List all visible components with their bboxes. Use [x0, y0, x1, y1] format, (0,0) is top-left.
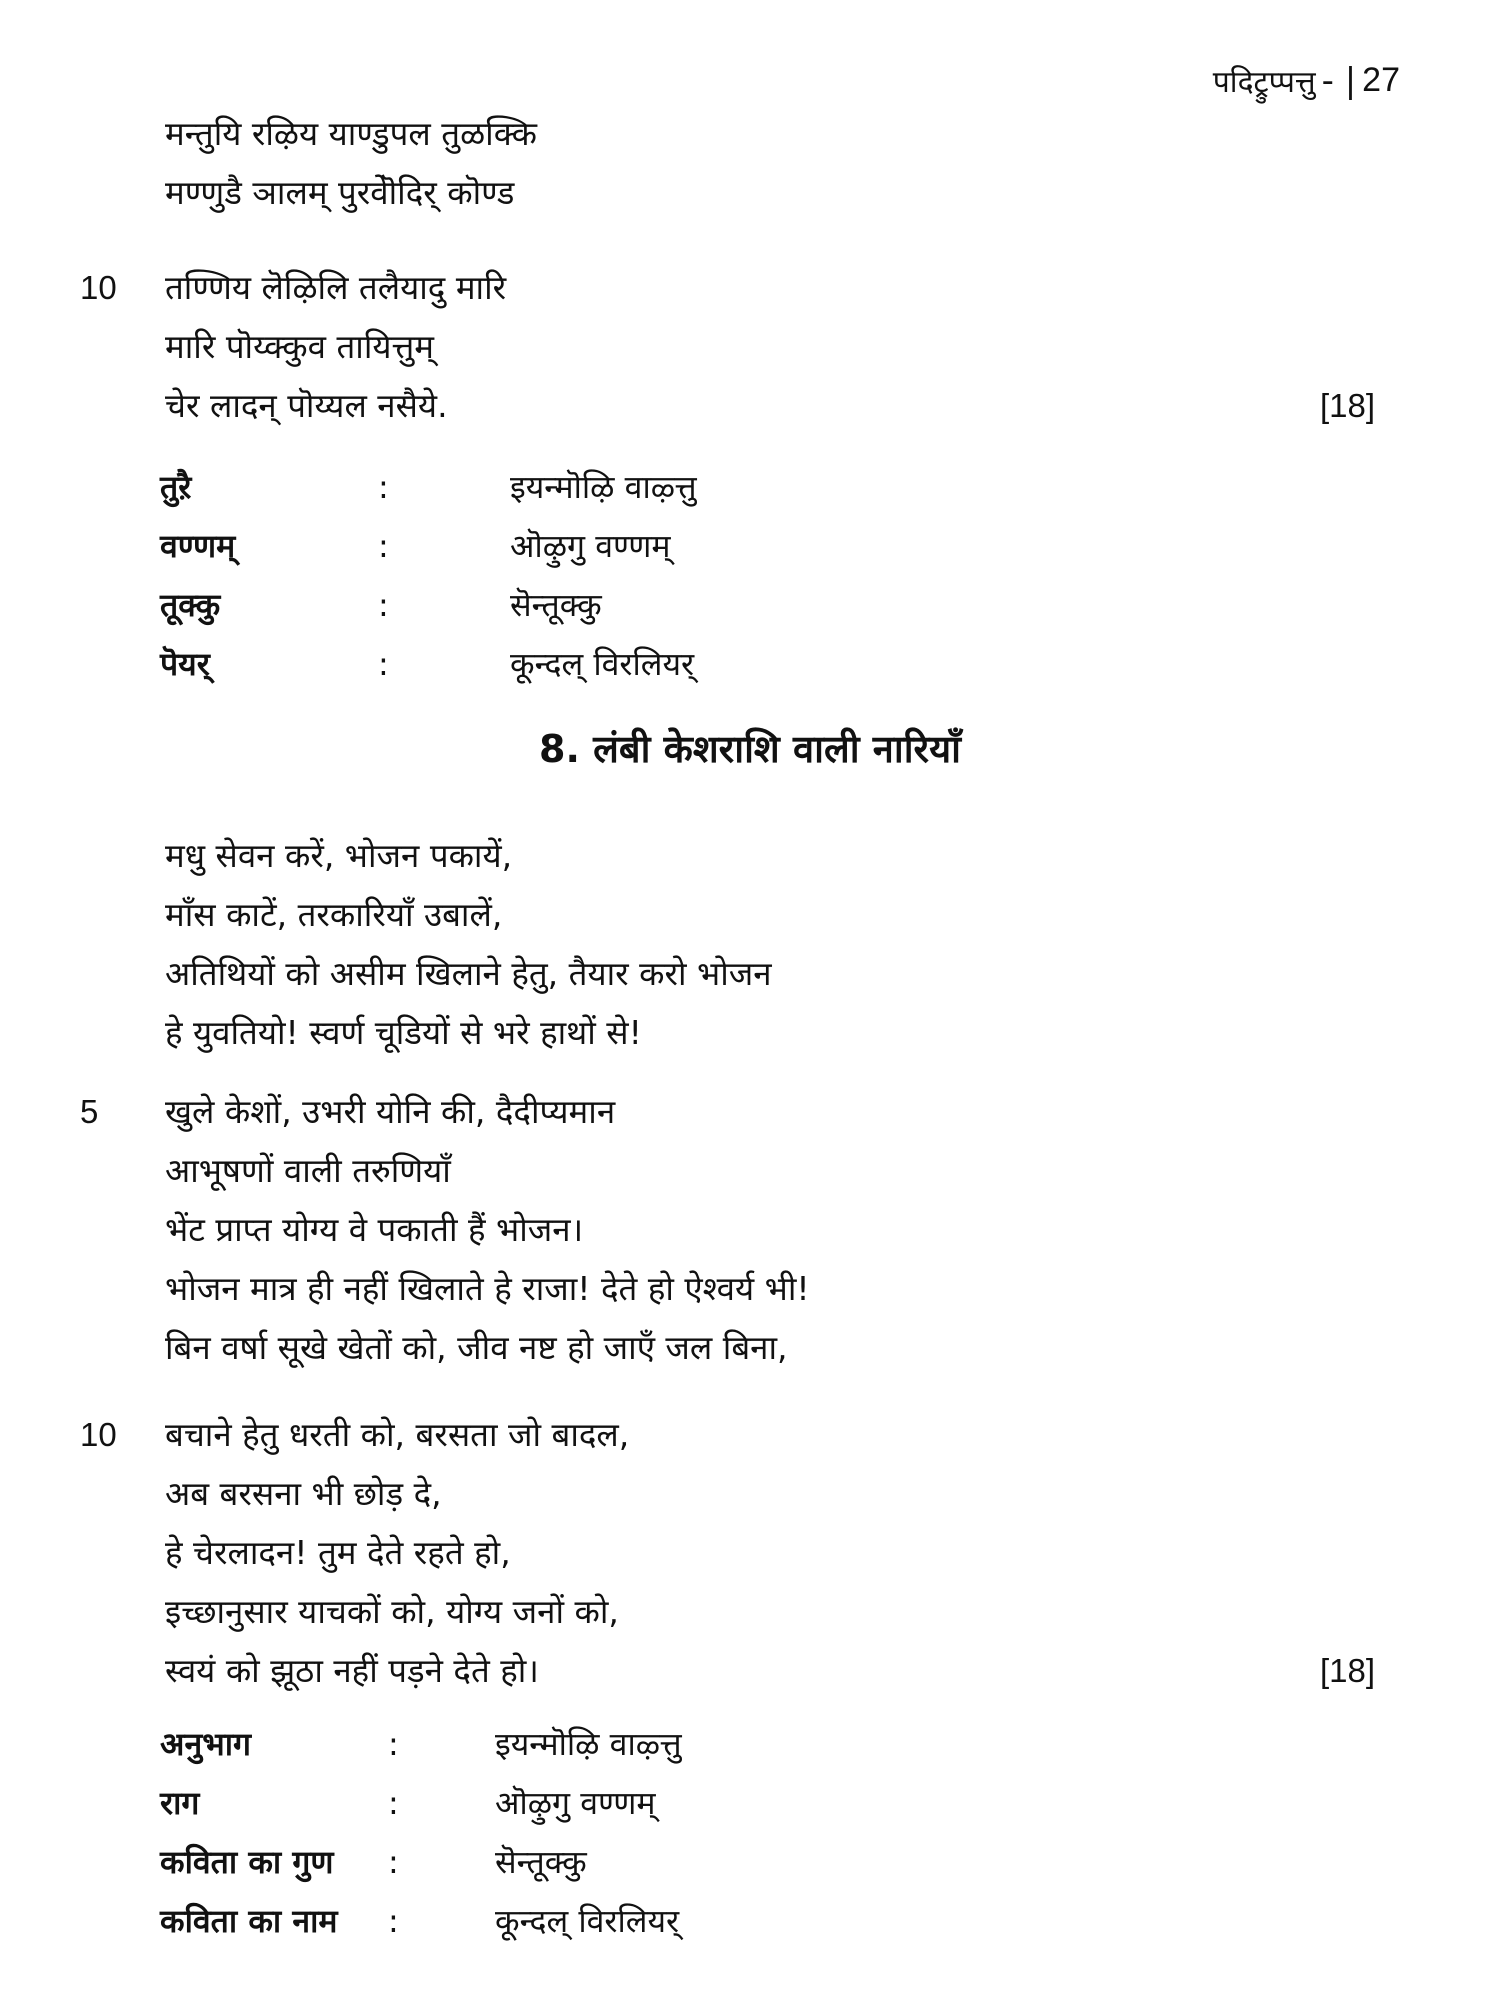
verse-line	[0, 826, 1500, 885]
page-number: 27	[1362, 61, 1400, 99]
metadata-colon: :	[388, 1784, 399, 1822]
verse-line	[0, 1641, 1500, 1700]
poem7-stanza-2	[0, 258, 1500, 435]
verse-line	[0, 1405, 1500, 1464]
verse-line	[0, 1582, 1500, 1641]
verse-text: स्वयं को झूठा नहीं पड़ने देते हो।	[165, 1651, 539, 1690]
header-separator: - |	[1321, 60, 1357, 101]
metadata-row	[0, 635, 1500, 694]
verse-text: मण्णुडै ञालम् पुरवेॊदिर् कॊण्ड	[165, 173, 515, 212]
verse-line	[0, 258, 1500, 317]
verse-text: बिन वर्षा सूखे खेतों को, जीव नष्ट हो जाएँ जल बिना,	[165, 1328, 788, 1367]
metadata-row	[0, 1892, 1500, 1951]
metadata-row	[0, 1715, 1500, 1774]
poem8-metadata	[0, 1715, 1500, 1951]
poem-reference: [18]	[1319, 387, 1375, 424]
verse-line	[0, 1003, 1500, 1062]
line-number: 5	[80, 1093, 99, 1130]
verse-text: इच्छानुसार याचकों को, योग्य जनों को,	[165, 1592, 619, 1631]
poem7-metadata	[0, 458, 1500, 694]
verse-line	[0, 317, 1500, 376]
metadata-colon: :	[378, 468, 389, 506]
verse-text: मन्तुयि रऴिय याण्डुपल तुळक्कि	[165, 114, 538, 153]
verse-text: मधु सेवन करें, भोजन पकायें,	[165, 836, 513, 875]
metadata-row	[0, 576, 1500, 635]
poem8-stanza-2	[0, 1082, 1500, 1377]
verse-text: बचाने हेतु धरती को, बरसता जो बादल,	[165, 1415, 630, 1454]
verse-text: माँस काटें, तरकारियाँ उबालें,	[165, 895, 503, 934]
metadata-value: इयन्मॊऴि वाऴ्त्तु	[510, 468, 697, 506]
verse-line	[0, 104, 1500, 163]
verse-text: हे चेरलादन! तुम देते रहते हो,	[165, 1533, 511, 1572]
metadata-key: तुऱै	[160, 468, 192, 506]
verse-line	[0, 163, 1500, 222]
metadata-key: कविता का गुण	[160, 1843, 334, 1881]
metadata-row	[0, 517, 1500, 576]
verse-text: खुले केशों, उभरी योनि की, दैदीप्यमान	[165, 1092, 616, 1131]
metadata-value: इयन्मॊऴि वाऴ्त्तु	[495, 1725, 682, 1763]
running-head-title: पदिट्रुप्पत्तु	[1212, 65, 1316, 100]
metadata-colon: :	[378, 645, 389, 683]
verse-line	[0, 885, 1500, 944]
metadata-value: कून्दल् विरलियर्	[495, 1902, 680, 1940]
verse-text: अब बरसना भी छोड़ दे,	[165, 1474, 442, 1513]
verse-text: तण्णिय लॆऴिलि तलैयादु मारि	[165, 268, 507, 307]
metadata-row	[0, 458, 1500, 517]
metadata-colon: :	[388, 1725, 399, 1763]
metadata-colon: :	[388, 1843, 399, 1881]
metadata-value: ऒऴुगु वण्णम्	[495, 1784, 656, 1822]
verse-text: आभूषणों वाली तरुणियाँ	[165, 1151, 451, 1190]
verse-line	[0, 1141, 1500, 1200]
verse-line	[0, 1200, 1500, 1259]
poem-reference: [18]	[1319, 1652, 1375, 1689]
verse-line	[0, 376, 1500, 435]
poem8-stanza-3	[0, 1405, 1500, 1700]
verse-text: मारि पॊय्क्कुव तायित्तुम्	[165, 327, 435, 366]
verse-line	[0, 1464, 1500, 1523]
metadata-value: ऒऴुगु वण्णम्	[510, 527, 671, 565]
metadata-key: अनुभाग	[160, 1725, 252, 1763]
metadata-row	[0, 1833, 1500, 1892]
metadata-value: सॆन्तूक्कु	[510, 586, 602, 624]
metadata-value: कून्दल् विरलियर्	[510, 645, 695, 683]
poem8-stanza-1	[0, 826, 1500, 1062]
metadata-colon: :	[388, 1902, 399, 1940]
verse-line	[0, 1318, 1500, 1377]
metadata-key: कविता का नाम	[160, 1902, 338, 1940]
poem7-stanza-1	[0, 104, 1500, 222]
verse-text: भेंट प्राप्त योग्य वे पकाती हैं भोजन।	[165, 1210, 584, 1249]
metadata-key: राग	[160, 1784, 200, 1822]
verse-line	[0, 1523, 1500, 1582]
metadata-row	[0, 1774, 1500, 1833]
page-header	[1213, 60, 1400, 101]
line-number: 10	[80, 1416, 117, 1453]
metadata-value: सॆन्तूक्कु	[495, 1843, 587, 1881]
metadata-key: तूक्कु	[160, 586, 221, 624]
verse-text: चेर लादन् पॊय्यल नसैये.	[165, 386, 448, 425]
verse-text: भोजन मात्र ही नहीं खिलाते हे राजा! देते हो ऐश्वर्य भी!	[165, 1269, 810, 1308]
verse-line	[0, 944, 1500, 1003]
metadata-colon: :	[378, 586, 389, 624]
verse-line	[0, 1082, 1500, 1141]
verse-text: हे युवतियो! स्वर्ण चूडियों से भरे हाथों से!	[165, 1013, 642, 1052]
metadata-colon: :	[378, 527, 389, 565]
metadata-key: वण्णम्	[160, 527, 236, 565]
line-number: 10	[80, 269, 117, 306]
verse-line	[0, 1259, 1500, 1318]
poem-title: 8. लंबी केशराशि वाली नारियाँ	[539, 727, 961, 771]
verse-text: अतिथियों को असीम खिलाने हेतु, तैयार करो भोजन	[165, 954, 772, 993]
metadata-key: पॆयर्	[160, 645, 210, 683]
